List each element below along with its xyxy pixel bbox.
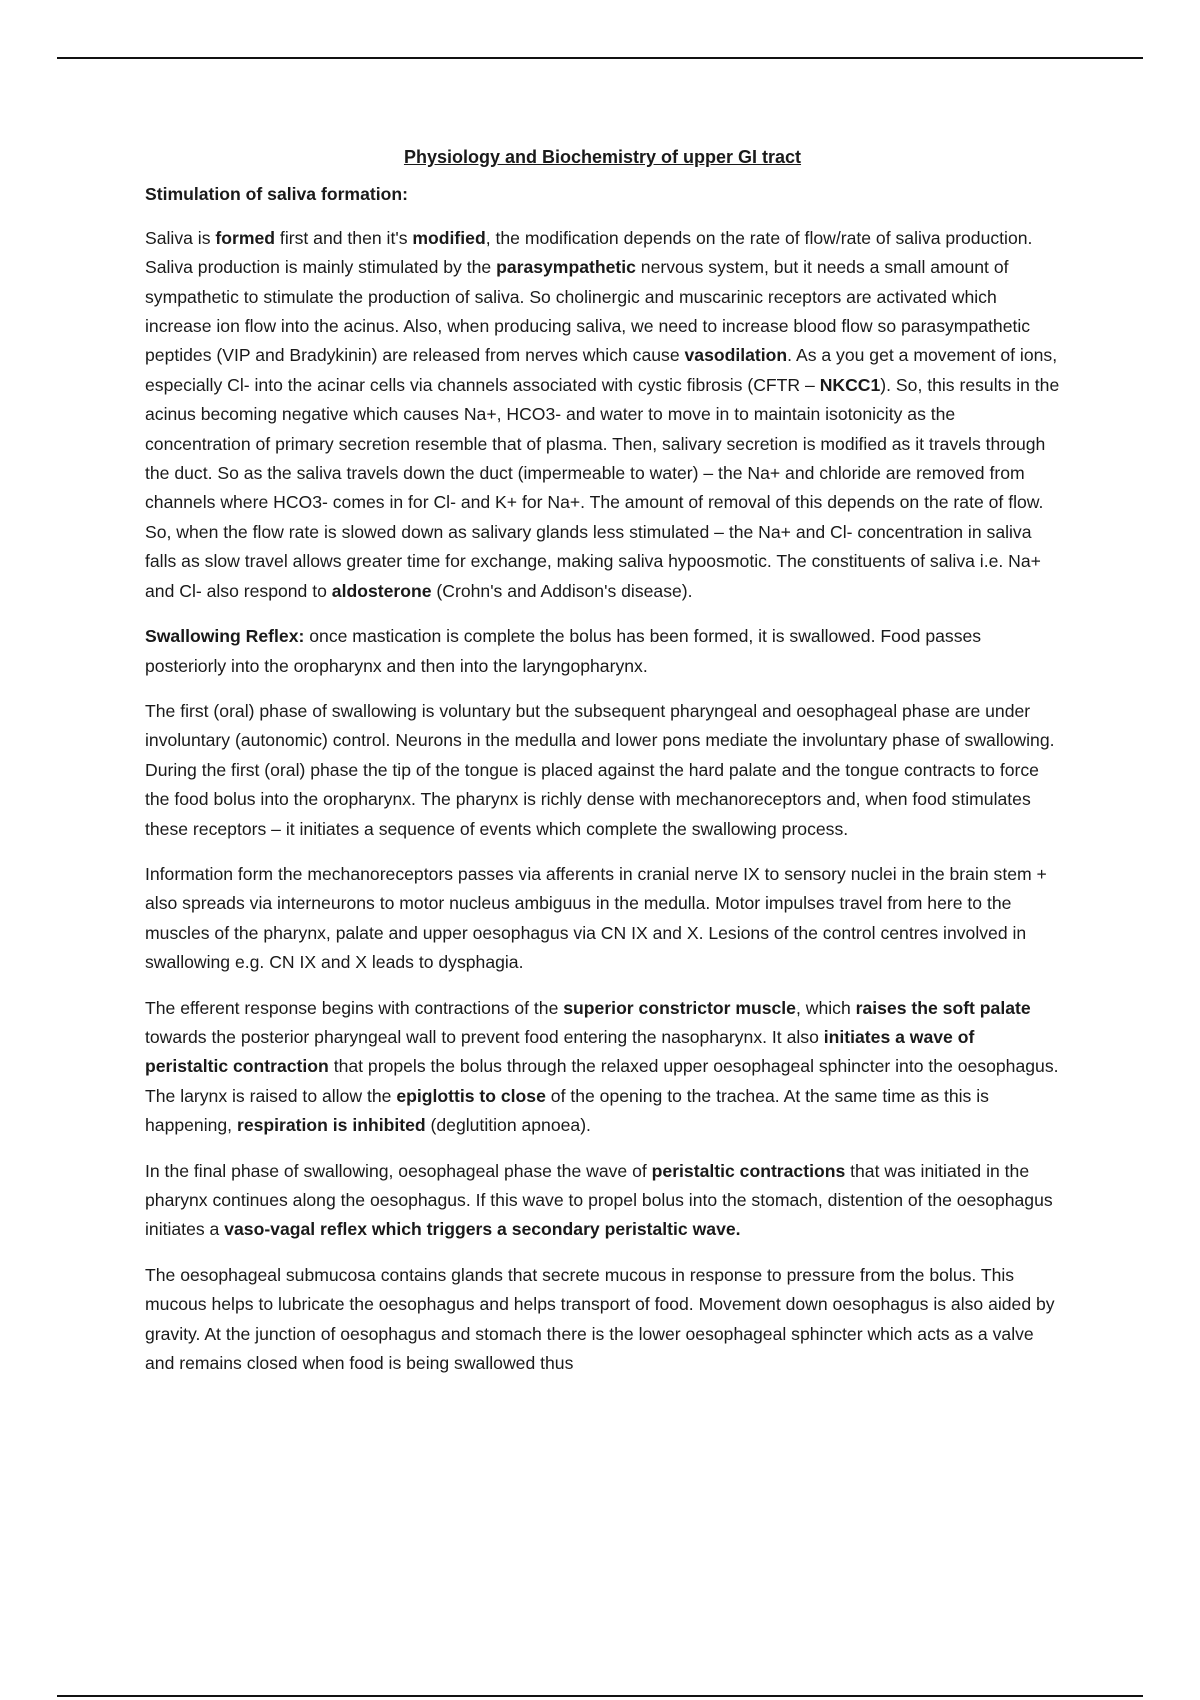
paragraph-oesophageal-submucosa [145,1261,1060,1379]
text-run: that was initiated in the pharynx continues along the oesophagus. If this wave to propel bolus into the stomach, distention of the oesophagus initiates a [145,1160,1053,1240]
paragraph-oesophageal-phase [145,1157,1060,1245]
document-page [145,143,1060,1394]
text-run: Saliva is [145,227,216,248]
paragraph-oral-phase [145,697,1060,844]
text-run: , which [795,997,856,1018]
paragraph-swallowing-reflex [145,622,1060,681]
paragraph-mechanoreceptors [145,860,1060,978]
text-run: first and then it's [275,227,413,248]
bold-text-run: NKCC1 [819,374,881,395]
bold-text-run: aldosterone [331,580,432,601]
text-run: that propels the bolus through the relaxed upper oesophageal sphincter into the oesophagus. The larynx is raised to allow the [145,1056,1059,1106]
bold-text-run: formed [215,227,276,248]
bold-text-run: epiglottis to close [396,1085,546,1106]
bold-text-run: initiates a wave of peristaltic contraction [145,1026,975,1077]
bold-text-run: respiration is inhibited [236,1115,426,1136]
text-run: , the modification depends on the rate of flow/rate of saliva production. Saliva production is mainly stimulated by the [145,227,1033,278]
header-rule [57,57,1143,59]
footer-rule [57,1695,1143,1697]
bold-text-run: vasodilation [684,345,788,366]
bold-text-run: peristaltic contractions [651,1160,846,1181]
bold-text-run: modified [412,227,486,248]
text-run: Information form the mechanoreceptors passes via afferents in cranial nerve IX to sensory nuclei in the brain stem + also spreads via interneurons to motor nucleus ambiguus in the medulla. Motor impulses travel from here to the muscles of the pharynx, palate and upper oesophagus via CN IX and X. Lesions of the control centres involved in swallowing e.g. CN IX and X leads to dysphagia. [145,863,1047,973]
document-title: Physiology and Biochemistry of upper GI tract [403,147,802,167]
text-run: towards the posterior pharyngeal wall to prevent food entering the nasopharynx. It also [145,1026,824,1047]
paragraph-saliva-formation [145,224,1060,606]
text-run: . As a you get a movement of ions, especially Cl- into the acinar cells via channels associated with cystic fibrosis (CFTR – [145,345,1058,395]
bold-text-run: parasympathetic [496,257,636,278]
bold-text-run: Swallowing Reflex: [145,626,305,647]
text-run: The first (oral) phase of swallowing is voluntary but the subsequent pharyngeal and oesophageal phase are under involuntary (autonomic) control. Neurons in the medulla and lower pons mediate the involuntary phase of swallowing. During the first (oral) phase the tip of the tongue is placed against the hard palate and the tongue contracts to force the food bolus into the oropharynx. The pharynx is richly dense with mechanoreceptors and, when food stimulates these receptors – it initiates a sequence of events which complete the swallowing process. [145,700,1055,839]
text-run: ). So, this results in the acinus becoming negative which causes Na+, HCO3- and water to move in to maintain isotonicity as the concentration of primary secretion resemble that of plasma. Then, salivary secretion is modified as it travels through the duct. So as the saliva travels down the duct (impermeable to water) – the Na+ and chloride are removed from channels where HCO3- comes in for Cl- and K+ for Na+. The amount of removal of this depends on the rate of flow. So, when the flow rate is slowed down as salivary glands less stimulated – the Na+ and Cl- concentration in saliva falls as slow travel allows greater time for exchange, making saliva hypoosmotic. The constituents of saliva i.e. Na+ and Cl- also respond to [145,374,1060,601]
text-run: The oesophageal submucosa contains glands that secrete mucous in response to pressure from the bolus. This mucous helps to lubricate the oesophagus and helps transport of food. Movement down oesophagus is also aided by gravity. At the junction of oesophagus and stomach there is the lower oesophageal sphincter which acts as a valve and remains closed when food is being swallowed thus [145,1264,1055,1374]
paragraph-efferent-response [145,994,1060,1141]
text-run: (Crohn's and Addison's disease). [431,580,693,601]
bold-text-run: superior constrictor muscle [563,997,796,1018]
text-run: once mastication is complete the bolus has been formed, it is swallowed. Food passes posteriorly into the oropharynx and then into the laryngopharynx. [145,626,982,676]
bold-text-run: raises the soft palate [855,997,1031,1018]
bold-text-run: vaso-vagal reflex which triggers a secondary peristaltic wave. [224,1219,741,1240]
text-run: (deglutition apnoea). [425,1115,591,1136]
text-run: of the opening to the trachea. At the same time as this is happening, [145,1085,989,1136]
text-run: The efferent response begins with contractions of the [145,997,564,1018]
saliva-section-heading: Stimulation of saliva formation: [145,184,408,205]
text-run: nervous system, but it needs a small amount of sympathetic to stimulate the production of saliva. So cholinergic and muscarinic receptors are activated which increase ion flow into the acinus. Also, when producing saliva, we need to increase blood flow so parasympathetic peptides (VIP and Bradykinin) are released from nerves which cause [145,257,1031,366]
text-run: In the final phase of swallowing, oesophageal phase the wave of [145,1160,652,1181]
